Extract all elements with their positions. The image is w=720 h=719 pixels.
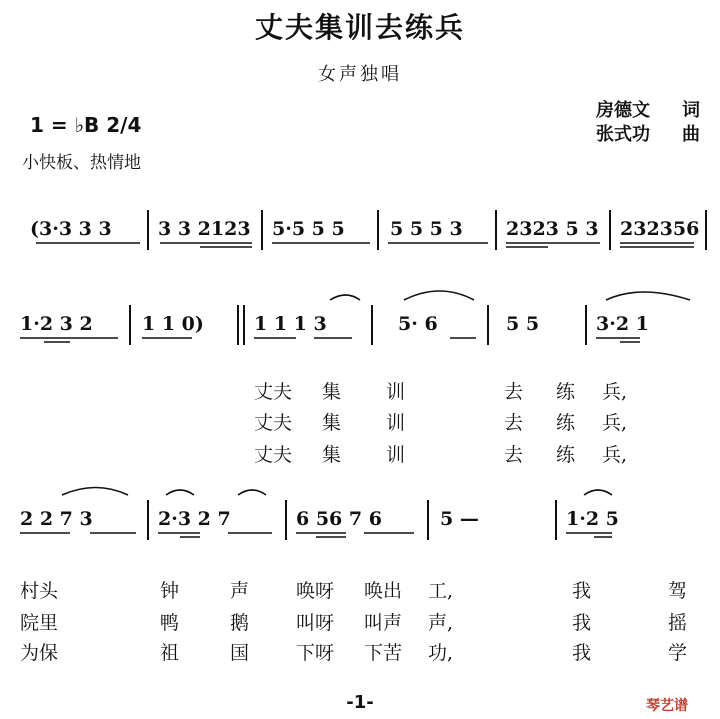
lyric-word: 丈夫 [254, 412, 293, 434]
song-subtitle: 女声独唱 [318, 64, 402, 85]
lyric-word: 唤呀 [296, 580, 335, 602]
lyric-word: 村头 [20, 580, 59, 602]
measure: 2323 5 3 [506, 218, 599, 240]
lyric-word: 鸭 [160, 612, 180, 634]
lyric-word: 我 [572, 642, 592, 664]
lyric-word: 集 [322, 412, 342, 434]
measure: (3·3 3 3 [30, 218, 112, 240]
tempo-marking: 小快板、热情地 [22, 153, 141, 173]
measure: 1 1 1 3 [254, 313, 327, 335]
lyric-word: 祖 [160, 642, 180, 664]
measure: 5 — [440, 508, 479, 530]
lyric-word: 练 [556, 412, 576, 434]
lyric-word: 兵, [602, 444, 628, 466]
lyric-word: 训 [386, 381, 406, 403]
lyric-word: 叫呀 [296, 612, 335, 634]
lyric-word: 叫声 [364, 612, 403, 634]
lyric-word: 训 [386, 444, 406, 466]
lyric-word: 唤出 [364, 580, 403, 602]
lyric-word: 摇 [668, 612, 688, 634]
lyric-word: 下苦 [364, 642, 403, 664]
lyric-word: 去 [504, 444, 524, 466]
lyric-word: 集 [322, 381, 342, 403]
lyric-word: 丈夫 [254, 381, 293, 403]
measure: 3 3 2123 [158, 218, 251, 240]
lyric-word: 兵, [602, 412, 628, 434]
lyric-word: 鹅 [230, 612, 250, 634]
lyric-word: 院里 [20, 612, 59, 634]
measure: 3·2 1 [596, 313, 649, 335]
lyric-word: 钟 [160, 580, 180, 602]
measure: 2·3 2 7 [158, 508, 231, 530]
lyric-word: 练 [556, 444, 576, 466]
composer-role: 曲 [682, 124, 700, 145]
lyric-word: 学 [668, 642, 688, 664]
key-signature: 1 = ♭B 2/4 [30, 113, 142, 137]
watermark-logo: 琴艺谱 [646, 698, 688, 714]
song-title: 丈夫集训去练兵 [254, 11, 465, 44]
measure: 1·2 5 [566, 508, 619, 530]
lyric-word: 声, [428, 612, 454, 634]
lyric-word: 我 [572, 580, 592, 602]
measure: 5·5 5 5 [272, 218, 345, 240]
lyric-word: 集 [322, 444, 342, 466]
measure: 232356 [620, 218, 700, 240]
measure: 1 1 0) [142, 313, 204, 335]
measure: 1·2 3 2 [20, 313, 93, 335]
measure: 2 2 7 3 [20, 508, 93, 530]
lyric-word: 声 [230, 580, 250, 602]
measure: 6 56 7 6 [296, 508, 382, 530]
composer-name: 张式功 [596, 124, 650, 145]
lyric-word: 丈夫 [254, 444, 293, 466]
lyric-word: 工, [428, 580, 454, 602]
lyric-word: 为保 [20, 642, 59, 664]
lyric-word: 去 [504, 381, 524, 403]
page-number: -1- [346, 692, 374, 713]
measure: 5· 6 [398, 313, 438, 335]
lyricist-role: 词 [682, 100, 700, 121]
lyric-word: 训 [386, 412, 406, 434]
lyric-word: 国 [230, 642, 250, 664]
lyric-word: 下呀 [296, 642, 335, 664]
lyric-word: 驾 [668, 580, 688, 602]
lyric-word: 兵, [602, 381, 628, 403]
lyricist-name: 房德文 [596, 100, 650, 121]
lyric-word: 去 [504, 412, 524, 434]
lyric-word: 练 [556, 381, 576, 403]
measure: 5 5 5 3 [390, 218, 463, 240]
lyric-word: 我 [572, 612, 592, 634]
lyric-word: 功, [428, 642, 454, 664]
measure: 5 5 [506, 313, 540, 335]
